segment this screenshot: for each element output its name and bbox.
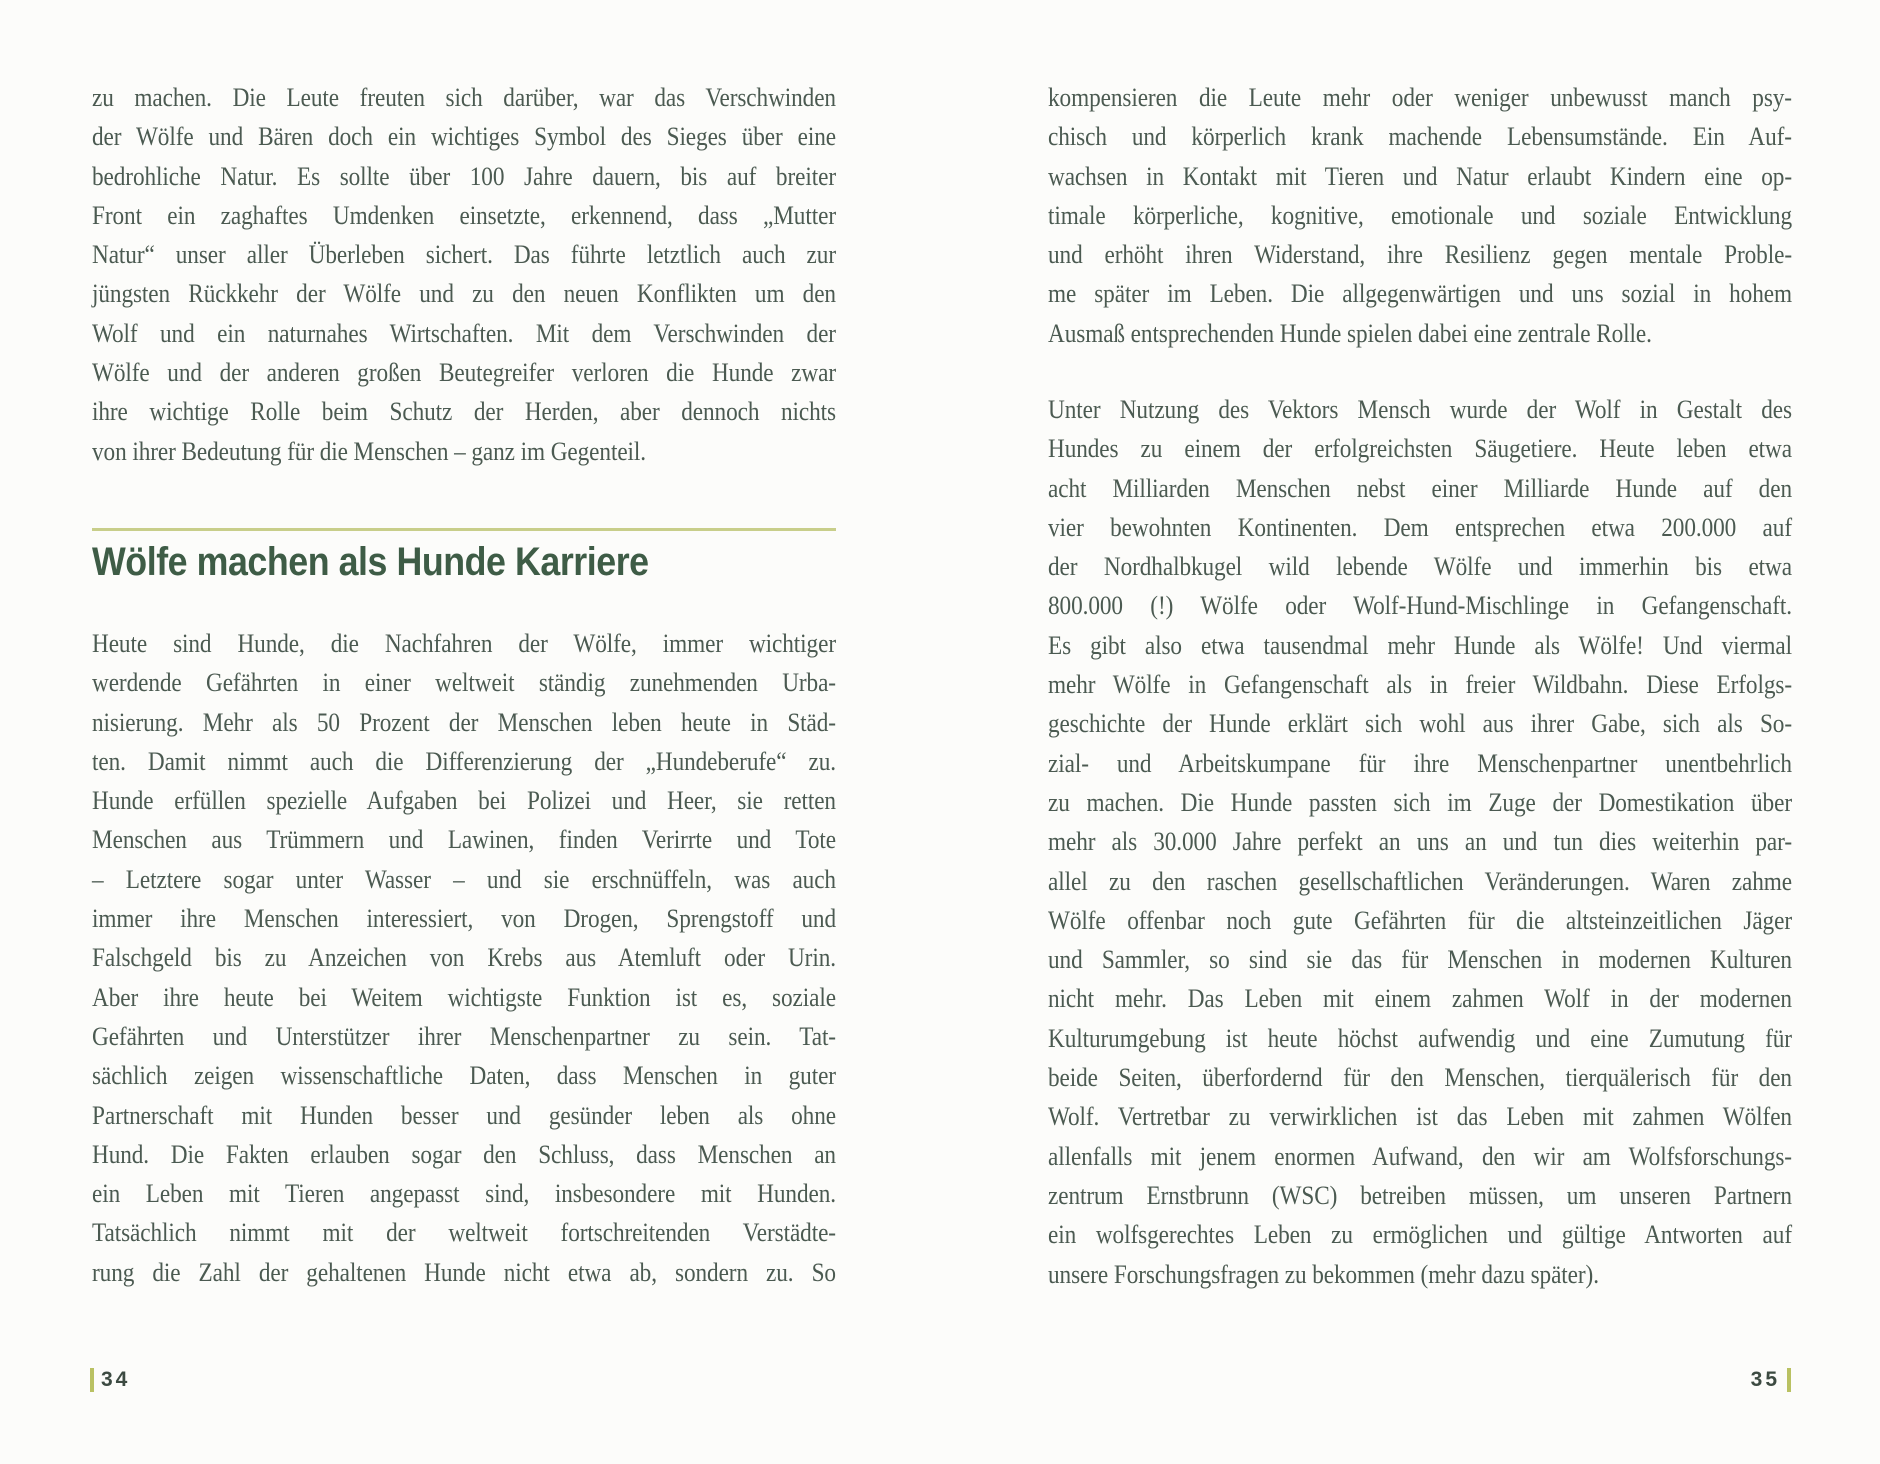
text-line: zu machen. Die Leute freuten sich darüber, war das Verschwinden xyxy=(92,83,836,112)
left-paragraph-2 xyxy=(92,624,836,1292)
page-marker-bar xyxy=(1787,1368,1791,1392)
text-line: Kulturumgebung ist heute höchst aufwendig und eine Zumutung für xyxy=(1048,1023,1792,1053)
right-paragraph-2 xyxy=(1048,390,1792,1294)
text-line: Partnerschaft mit Hunden besser und gesünder leben als ohne xyxy=(92,1100,836,1130)
text-line: Tatsächlich nimmt mit der weltweit fortschreitenden Verstädte- xyxy=(92,1218,836,1248)
text-line: beide Seiten, überfordernd für den Menschen, tierquälerisch für den xyxy=(1048,1063,1792,1093)
section-heading: Wölfe machen als Hunde Karriere xyxy=(92,540,649,584)
text-line: ihre wichtige Rolle beim Schutz der Herden, aber dennoch nichts xyxy=(92,397,836,427)
right-paragraph-1 xyxy=(1048,78,1792,353)
page-number-right-value: 35 xyxy=(1750,1368,1780,1391)
page-marker-bar xyxy=(90,1368,94,1392)
text-line: acht Milliarden Menschen nebst einer Milliarde Hunde auf den xyxy=(1048,473,1792,503)
text-line: allenfalls mit jenem enormen Aufwand, den wir am Wolfsforschungs- xyxy=(1048,1141,1792,1171)
text-line: allel zu den raschen gesellschaftlichen Veränderungen. Waren zahme xyxy=(1048,866,1792,896)
text-line: Wolf. Vertretbar zu verwirklichen ist das Leben mit zahmen Wölfen xyxy=(1048,1102,1792,1132)
text-line: timale körperliche, kognitive, emotionale und soziale Entwicklung xyxy=(1048,200,1792,230)
text-line: vier bewohnten Kontinenten. Dem entsprechen etwa 200.000 auf xyxy=(1048,512,1792,542)
text-line: jüngsten Rückkehr der Wölfe und zu den neuen Konflikten um den xyxy=(92,279,836,309)
text-line: kompensieren die Leute mehr oder weniger unbewusst manch psy- xyxy=(1048,83,1792,112)
text-line: ten. Damit nimmt auch die Differenzierung der „Hundeberufe“ zu. xyxy=(92,746,836,776)
text-line: und Sammler, so sind sie das für Menschen in modernen Kulturen xyxy=(1048,945,1792,975)
text-line: Wölfe offenbar noch gute Gefährten für die altsteinzeitlichen Jäger xyxy=(1048,905,1792,935)
text-line: Hunde erfüllen spezielle Aufgaben bei Polizei und Heer, sie retten xyxy=(92,786,836,816)
text-line: mehr als 30.000 Jahre perfekt an uns an und tun dies weiterhin par- xyxy=(1048,827,1792,857)
text-line: Natur“ unser aller Überleben sichert. Das führte letztlich auch zur xyxy=(92,240,836,270)
text-line: Wolf und ein naturnahes Wirtschaften. Mit dem Verschwinden der xyxy=(92,318,836,348)
text-line: wachsen in Kontakt mit Tieren und Natur erlaubt Kindern eine op- xyxy=(1048,161,1792,191)
text-line: zu machen. Die Hunde passten sich im Zuge der Domestikation über xyxy=(1048,787,1792,817)
text-line: Front ein zaghaftes Umdenken einsetzte, erkennend, dass „Mutter xyxy=(92,200,836,230)
left-paragraph-1 xyxy=(92,78,836,471)
text-line: rung die Zahl der gehaltenen Hunde nicht etwa ab, sondern zu. So xyxy=(92,1257,836,1287)
text-line: unsere Forschungsfragen zu bekommen (mehr dazu später). xyxy=(1048,1259,1599,1289)
page-number-left-value: 34 xyxy=(101,1368,131,1391)
text-line: nisierung. Mehr als 50 Prozent der Menschen leben heute in Städ- xyxy=(92,707,836,737)
text-line: Unter Nutzung des Vektors Mensch wurde der Wolf in Gestalt des xyxy=(1048,395,1792,424)
text-line: immer ihre Menschen interessiert, von Drogen, Sprengstoff und xyxy=(92,904,836,934)
text-line: Hund. Die Fakten erlauben sogar den Schluss, dass Menschen an xyxy=(92,1139,836,1169)
text-line: nicht mehr. Das Leben mit einem zahmen Wolf in der modernen xyxy=(1048,984,1792,1014)
text-line: geschichte der Hunde erklärt sich wohl aus ihrer Gabe, sich als So- xyxy=(1048,709,1792,739)
text-line: 800.000 (!) Wölfe oder Wolf-Hund-Mischlinge in Gefangenschaft. xyxy=(1048,591,1792,621)
section-rule xyxy=(92,528,836,531)
text-line: der Nordhalbkugel wild lebende Wölfe und immerhin bis etwa xyxy=(1048,552,1792,582)
page-number-right xyxy=(1751,1368,1791,1392)
text-line: Ausmaß entsprechenden Hunde spielen dabei eine zentrale Rolle. xyxy=(1048,318,1652,348)
text-line: der Wölfe und Bären doch ein wichtiges Symbol des Sieges über eine xyxy=(92,122,836,152)
text-line: Heute sind Hunde, die Nachfahren der Wölfe, immer wichtiger xyxy=(92,629,836,658)
text-line: mehr Wölfe in Gefangenschaft als in freier Wildbahn. Diese Erfolgs- xyxy=(1048,670,1792,700)
text-line: chisch und körperlich krank machende Lebensumstände. Ein Auf- xyxy=(1048,122,1792,152)
text-line: von ihrer Bedeutung für die Menschen – ganz im Gegenteil. xyxy=(92,436,647,466)
text-line: Wölfe und der anderen großen Beutegreifer verloren die Hunde zwar xyxy=(92,358,836,388)
text-line: ein Leben mit Tieren angepasst sind, insbesondere mit Hunden. xyxy=(92,1179,836,1209)
page-number-left xyxy=(90,1368,130,1392)
text-line: zentrum Ernstbrunn (WSC) betreiben müssen, um unseren Partnern xyxy=(1048,1180,1792,1210)
text-line: Falschgeld bis zu Anzeichen von Krebs aus Atemluft oder Urin. xyxy=(92,943,836,973)
text-line: ein wolfsgerechtes Leben zu ermöglichen und gültige Antworten auf xyxy=(1048,1220,1792,1250)
text-line: werdende Gefährten in einer weltweit ständig zunehmenden Urba- xyxy=(92,668,836,698)
text-line: zial- und Arbeitskumpane für ihre Menschenpartner unentbehrlich xyxy=(1048,748,1792,778)
text-line: bedrohliche Natur. Es sollte über 100 Jahre dauern, bis auf breiter xyxy=(92,161,836,191)
text-line: Menschen aus Trümmern und Lawinen, finden Verirrte und Tote xyxy=(92,825,836,855)
text-line: sächlich zeigen wissenschaftliche Daten, dass Menschen in guter xyxy=(92,1061,836,1091)
text-line: Es gibt also etwa tausendmal mehr Hunde als Wölfe! Und viermal xyxy=(1048,630,1792,660)
text-line: – Letztere sogar unter Wasser – und sie erschnüffeln, was auch xyxy=(92,864,836,894)
text-line: Aber ihre heute bei Weitem wichtigste Funktion ist es, soziale xyxy=(92,982,836,1012)
text-line: und erhöht ihren Widerstand, ihre Resilienz gegen mentale Proble- xyxy=(1048,240,1792,270)
text-line: me später im Leben. Die allgegenwärtigen und uns sozial in hohem xyxy=(1048,279,1792,309)
text-line: Gefährten und Unterstützer ihrer Menschenpartner zu sein. Tat- xyxy=(92,1021,836,1051)
text-line: Hundes zu einem der erfolgreichsten Säugetiere. Heute leben etwa xyxy=(1048,434,1792,464)
